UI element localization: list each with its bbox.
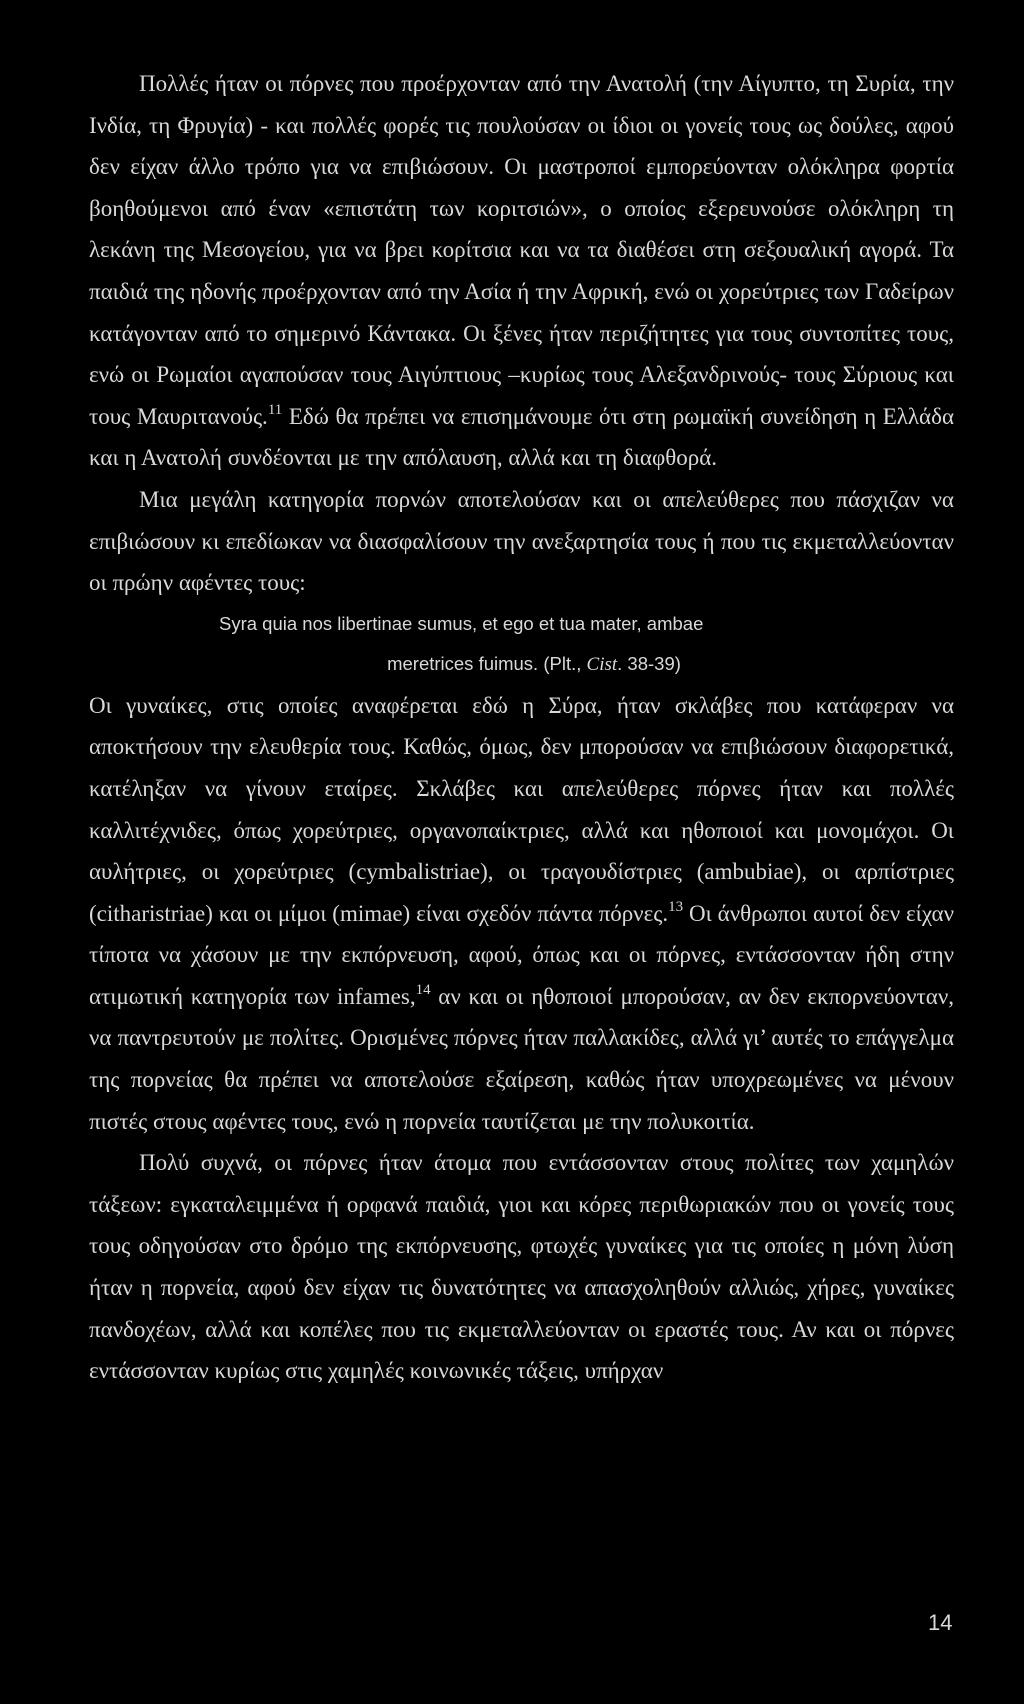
paragraph-4-text: Πολύ συχνά, οι πόρνες ήταν άτομα που εντάσσονταν στους πολίτες των χαμηλών τάξεων: εγκαταλειμμένα ή ορφανά παιδιά, γιοι και κόρες περιθωριακών που οι γονείς τους τους οδηγούσαν στο δρόμο της εκπόρνευσης, φτωχές γυναίκες για τις οποίες η μόνη λύση ήταν η πορνεία, αφού δεν είχαν τις δυνατότητες να απασχοληθούν αλλιώς, χήρες, γυναίκες πανδοχέων, αλλά και κοπέλες που τις εκμεταλλεύονταν οι εραστές τους. Αν και οι πόρνες εντάσσονταν κυρίως στις χαμηλές κοινωνικές τάξεις, υπήρχαν xyxy=(89,1150,954,1384)
paragraph-2-text: Μια μεγάλη κατηγορία πορνών αποτελούσαν και οι απελεύθερες που πάσχιζαν να επιβιώσουν κι επεδίωκαν να διασφαλίσουν την ανεξαρτησία τους ή που τις εκμεταλλεύονταν οι πρώην αφέντες τους: xyxy=(89,486,954,596)
latin-quote-line-2 xyxy=(219,644,849,685)
paragraph-3 xyxy=(89,685,954,1143)
footnote-ref-11: 11 xyxy=(267,401,283,418)
latin-quote-citation-start: meretrices fuimus. (Plt., xyxy=(387,652,587,674)
footnote-ref-14: 14 xyxy=(415,981,431,998)
document-page xyxy=(89,63,954,1392)
paragraph-2 xyxy=(89,479,954,604)
paragraph-1 xyxy=(89,63,954,479)
latin-quote-line-1: Syra quia nos libertinae sumus, et ego et tua mater, ambae xyxy=(219,612,704,634)
latin-quote-citation-title: Cist xyxy=(586,653,618,675)
paragraph-3-text: Οι γυναίκες, στις οποίες αναφέρεται εδώ η Σύρα, ήταν σκλάβες που κατάφεραν να αποκτήσουν την ελευθερία τους. Καθώς, όμως, δεν μπορούσαν να επιβιώσουν διαφορετικά, κατέληξαν να γίνουν εταίρες. Σκλάβες και απελεύθερες πόρνες ήταν και πολλές καλλιτέχνιδες, όπως χορεύτριες, οργανοπαίκτριες, αλλά και ηθοποιοί και μονομάχοι. Οι αυλήτριες, οι χορεύτριες (cymbalistriae), οι τραγουδίστριες (ambubiae), οι αρπίστριες (citharistriae) και οι μίμοι (mimae) είναι σχεδόν πάντα πόρνες. xyxy=(89,692,954,926)
paragraph-1-text-cont: Εδώ θα πρέπει να επισημάνουμε ότι στη ρωμαϊκή συνείδηση η Ελλάδα και η Ανατολή συνδέονται με την απόλαυση, αλλά και τη διαφθορά. xyxy=(89,403,954,471)
paragraph-3-text-cont: Οι άνθρωποι αυτοί δεν είχαν τίποτα να χάσουν με την εκπόρνευση, αφού, όπως και οι πόρνες, εντάσσονταν ήδη στην ατιμωτική κατηγορία των infames, xyxy=(89,900,954,1009)
latin-quote xyxy=(89,604,954,685)
paragraph-1-text: Πολλές ήταν οι πόρνες που προέρχονταν από την Ανατολή (την Αίγυπτο, τη Συρία, την Ινδία, τη Φρυγία) - και πολλές φορές τις πουλούσαν οι ίδιοι οι γονείς τους ως δούλες, αφού δεν είχαν άλλο τρόπο για να επιβιώσουν. Οι μαστροποί εμπορεύονταν ολόκληρα φορτία βοηθούμενοι από έναν «επιστάτη των κοριτσιών», ο οποίος εξερευνούσε ολόκληρη τη λεκάνη της Μεσογείου, για να βρει κορίτσια και να τα διαθέσει στη σεξουαλική αγορά. Τα παιδιά της ηδονής προέρχονταν από την Ασία ή την Αφρική, ενώ οι χορεύτριες των Γαδείρων κατάγονταν από το σημερινό Κάντακα. Οι ξένες ήταν περιζήτητες για τους συντοπίτες τους, ενώ οι Ρωμαίοι αγαπούσαν τους Αιγύπτιους –κυρίως τους Αλεξανδρινούς- τους Σύριους και τους Μαυριτανούς. xyxy=(89,71,954,429)
paragraph-4 xyxy=(89,1142,954,1392)
footnote-ref-13: 13 xyxy=(668,898,684,915)
latin-quote-citation-end: . 38-39) xyxy=(617,652,681,674)
page-number: 14 xyxy=(928,1610,953,1635)
paragraph-3-text-end: αν και οι ηθοποιοί μπορούσαν, αν δεν εκπορνεύονταν, να παντρευτούν με πολίτες. Ορισμένες πόρνες ήταν παλλακίδες, αλλά γι’ αυτές το επάγγελμα της πορνείας θα πρέπει να αποτελούσε εξαίρεση, καθώς ήταν υποχρεωμένες να μένουν πιστές στους αφέντες τους, ενώ η πορνεία ταυτίζεται με την πολυκοιτία. xyxy=(89,983,954,1134)
